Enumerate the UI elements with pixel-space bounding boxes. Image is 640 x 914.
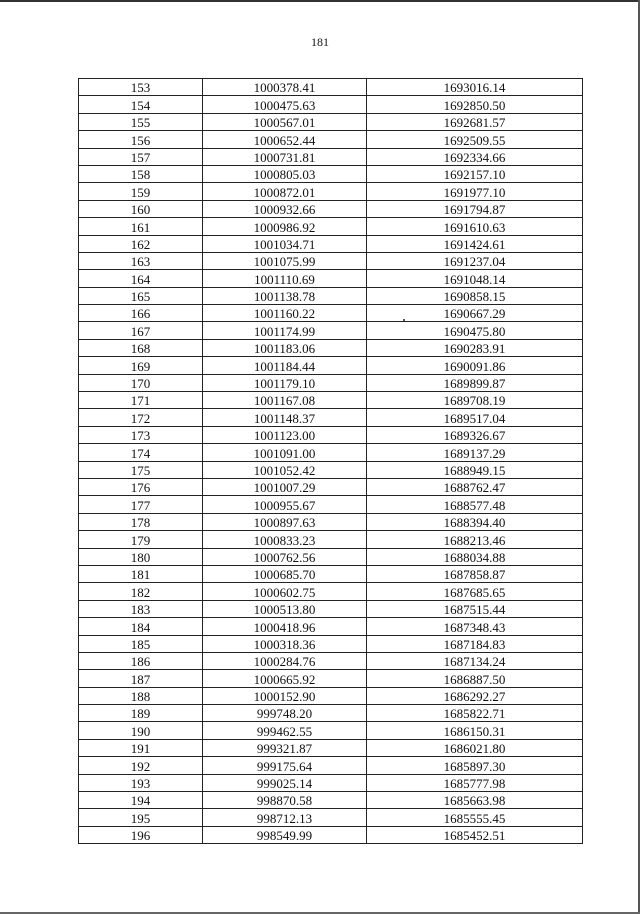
y-coordinate-cell: 1686887.50 xyxy=(367,670,583,687)
x-coordinate-cell: 1000318.36 xyxy=(203,635,367,652)
y-coordinate-cell: 1686150.31 xyxy=(367,722,583,739)
table-row xyxy=(79,774,583,791)
point-number-cell: 177 xyxy=(79,496,203,513)
table-row xyxy=(79,148,583,165)
y-coordinate-cell: 1690475.80 xyxy=(367,322,583,339)
y-coordinate-cell: 1688949.15 xyxy=(367,461,583,478)
point-number-cell: 173 xyxy=(79,426,203,443)
point-number-cell: 188 xyxy=(79,687,203,704)
table-row xyxy=(79,461,583,478)
point-number-cell: 162 xyxy=(79,235,203,252)
table-row xyxy=(79,670,583,687)
page-number: 181 xyxy=(311,35,329,49)
x-coordinate-cell: 1000986.92 xyxy=(203,218,367,235)
point-number-cell: 191 xyxy=(79,739,203,756)
point-number-cell: 156 xyxy=(79,131,203,148)
x-coordinate-cell: 1001184.44 xyxy=(203,357,367,374)
x-coordinate-cell: 1000762.56 xyxy=(203,548,367,565)
point-number-cell: 194 xyxy=(79,792,203,809)
point-number-cell: 196 xyxy=(79,826,203,843)
point-number-cell: 186 xyxy=(79,652,203,669)
point-number-cell: 195 xyxy=(79,809,203,826)
x-coordinate-cell: 999025.14 xyxy=(203,774,367,791)
y-coordinate-cell: 1691794.87 xyxy=(367,200,583,217)
table-row xyxy=(79,392,583,409)
y-coordinate-cell: 1688034.88 xyxy=(367,548,583,565)
x-coordinate-cell: 1000932.66 xyxy=(203,200,367,217)
x-coordinate-cell: 1001174.99 xyxy=(203,322,367,339)
point-number-cell: 169 xyxy=(79,357,203,374)
y-coordinate-cell: 1685663.98 xyxy=(367,792,583,809)
x-coordinate-cell: 1000284.76 xyxy=(203,652,367,669)
x-coordinate-cell: 999321.87 xyxy=(203,739,367,756)
y-coordinate-cell: 1689326.67 xyxy=(367,426,583,443)
table-row xyxy=(79,79,583,96)
y-coordinate-cell: 1691048.14 xyxy=(367,270,583,287)
table-row xyxy=(79,357,583,374)
table-row xyxy=(79,809,583,826)
scan-edge-top xyxy=(0,0,640,2)
point-number-cell: 165 xyxy=(79,287,203,304)
table-row xyxy=(79,739,583,756)
point-number-cell: 166 xyxy=(79,305,203,322)
x-coordinate-cell: 1000418.96 xyxy=(203,618,367,635)
y-coordinate-cell: 1689708.19 xyxy=(367,392,583,409)
point-number-cell: 163 xyxy=(79,252,203,269)
x-coordinate-cell: 1000685.70 xyxy=(203,565,367,582)
x-coordinate-cell: 1001148.37 xyxy=(203,409,367,426)
table-row xyxy=(79,426,583,443)
table-row xyxy=(79,409,583,426)
y-coordinate-cell: 1689517.04 xyxy=(367,409,583,426)
y-coordinate-cell: 1687515.44 xyxy=(367,600,583,617)
point-number-cell: 175 xyxy=(79,461,203,478)
x-coordinate-cell: 1001179.10 xyxy=(203,374,367,391)
y-coordinate-cell: 1685822.71 xyxy=(367,705,583,722)
y-coordinate-cell: 1687348.43 xyxy=(367,618,583,635)
x-coordinate-cell: 999175.64 xyxy=(203,757,367,774)
x-coordinate-cell: 1001110.69 xyxy=(203,270,367,287)
table-row xyxy=(79,548,583,565)
y-coordinate-cell: 1687858.87 xyxy=(367,565,583,582)
table-row xyxy=(79,826,583,843)
x-coordinate-cell: 1000652.44 xyxy=(203,131,367,148)
table-row xyxy=(79,374,583,391)
point-number-cell: 179 xyxy=(79,531,203,548)
table-row xyxy=(79,287,583,304)
y-coordinate-cell: 1691424.61 xyxy=(367,235,583,252)
point-number-cell: 185 xyxy=(79,635,203,652)
point-number-cell: 171 xyxy=(79,392,203,409)
point-number-cell: 174 xyxy=(79,444,203,461)
table-row xyxy=(79,513,583,530)
y-coordinate-cell: 1688762.47 xyxy=(367,478,583,495)
y-coordinate-cell: 1687184.83 xyxy=(367,635,583,652)
y-coordinate-cell: 1685452.51 xyxy=(367,826,583,843)
point-number-cell: 164 xyxy=(79,270,203,287)
table-row xyxy=(79,339,583,356)
table-row xyxy=(79,583,583,600)
x-coordinate-cell: 1001052.42 xyxy=(203,461,367,478)
y-coordinate-cell: 1690091.86 xyxy=(367,357,583,374)
y-coordinate-cell: 1691610.63 xyxy=(367,218,583,235)
x-coordinate-cell: 1000152.90 xyxy=(203,687,367,704)
point-number-cell: 183 xyxy=(79,600,203,617)
x-coordinate-cell: 1001007.29 xyxy=(203,478,367,495)
table-row xyxy=(79,252,583,269)
x-coordinate-cell: 1001034.71 xyxy=(203,235,367,252)
coordinates-table xyxy=(78,78,583,844)
x-coordinate-cell: 998870.58 xyxy=(203,792,367,809)
x-coordinate-cell: 1000378.41 xyxy=(203,79,367,96)
x-coordinate-cell: 998549.99 xyxy=(203,826,367,843)
y-coordinate-cell: 1688394.40 xyxy=(367,513,583,530)
y-coordinate-cell: 1686292.27 xyxy=(367,687,583,704)
table-row xyxy=(79,113,583,130)
point-number-cell: 158 xyxy=(79,165,203,182)
table-row xyxy=(79,218,583,235)
y-coordinate-cell: 1685777.98 xyxy=(367,774,583,791)
table-row xyxy=(79,531,583,548)
point-number-cell: 180 xyxy=(79,548,203,565)
table-row xyxy=(79,635,583,652)
point-number-cell: 193 xyxy=(79,774,203,791)
y-coordinate-cell: 1689137.29 xyxy=(367,444,583,461)
x-coordinate-cell: 999462.55 xyxy=(203,722,367,739)
point-number-cell: 160 xyxy=(79,200,203,217)
y-coordinate-cell: 1688577.48 xyxy=(367,496,583,513)
table-row xyxy=(79,235,583,252)
y-coordinate-cell: 1692850.50 xyxy=(367,96,583,113)
scan-speck xyxy=(403,319,405,321)
x-coordinate-cell: 1000805.03 xyxy=(203,165,367,182)
x-coordinate-cell: 1001138.78 xyxy=(203,287,367,304)
point-number-cell: 168 xyxy=(79,339,203,356)
point-number-cell: 189 xyxy=(79,705,203,722)
y-coordinate-cell: 1685897.30 xyxy=(367,757,583,774)
point-number-cell: 172 xyxy=(79,409,203,426)
y-coordinate-cell: 1691977.10 xyxy=(367,183,583,200)
y-coordinate-cell: 1690667.29 xyxy=(367,305,583,322)
x-coordinate-cell: 1000665.92 xyxy=(203,670,367,687)
y-coordinate-cell: 1687685.65 xyxy=(367,583,583,600)
point-number-cell: 181 xyxy=(79,565,203,582)
x-coordinate-cell: 1000602.75 xyxy=(203,583,367,600)
point-number-cell: 184 xyxy=(79,618,203,635)
table-row xyxy=(79,96,583,113)
table-row xyxy=(79,200,583,217)
x-coordinate-cell: 1000872.01 xyxy=(203,183,367,200)
y-coordinate-cell: 1692509.55 xyxy=(367,131,583,148)
y-coordinate-cell: 1690858.15 xyxy=(367,287,583,304)
table-row xyxy=(79,757,583,774)
table-row xyxy=(79,565,583,582)
table-row xyxy=(79,600,583,617)
x-coordinate-cell: 1000513.80 xyxy=(203,600,367,617)
point-number-cell: 153 xyxy=(79,79,203,96)
y-coordinate-cell: 1692334.66 xyxy=(367,148,583,165)
y-coordinate-cell: 1692157.10 xyxy=(367,165,583,182)
x-coordinate-cell: 1001091.00 xyxy=(203,444,367,461)
x-coordinate-cell: 1001160.22 xyxy=(203,305,367,322)
x-coordinate-cell: 999748.20 xyxy=(203,705,367,722)
x-coordinate-cell: 1001183.06 xyxy=(203,339,367,356)
table-row xyxy=(79,183,583,200)
y-coordinate-cell: 1693016.14 xyxy=(367,79,583,96)
table-row xyxy=(79,444,583,461)
y-coordinate-cell: 1685555.45 xyxy=(367,809,583,826)
point-number-cell: 161 xyxy=(79,218,203,235)
x-coordinate-cell: 998712.13 xyxy=(203,809,367,826)
x-coordinate-cell: 1000955.67 xyxy=(203,496,367,513)
table-row xyxy=(79,305,583,322)
point-number-cell: 187 xyxy=(79,670,203,687)
table-row xyxy=(79,165,583,182)
x-coordinate-cell: 1000833.23 xyxy=(203,531,367,548)
table-row xyxy=(79,478,583,495)
y-coordinate-cell: 1687134.24 xyxy=(367,652,583,669)
table-row xyxy=(79,322,583,339)
table-row xyxy=(79,270,583,287)
coordinates-table-body xyxy=(79,79,583,844)
y-coordinate-cell: 1689899.87 xyxy=(367,374,583,391)
x-coordinate-cell: 1001075.99 xyxy=(203,252,367,269)
point-number-cell: 154 xyxy=(79,96,203,113)
table-row xyxy=(79,618,583,635)
point-number-cell: 190 xyxy=(79,722,203,739)
x-coordinate-cell: 1000897.63 xyxy=(203,513,367,530)
table-row xyxy=(79,722,583,739)
point-number-cell: 157 xyxy=(79,148,203,165)
point-number-cell: 182 xyxy=(79,583,203,600)
point-number-cell: 159 xyxy=(79,183,203,200)
table-row xyxy=(79,687,583,704)
x-coordinate-cell: 1000475.63 xyxy=(203,96,367,113)
y-coordinate-cell: 1692681.57 xyxy=(367,113,583,130)
x-coordinate-cell: 1001167.08 xyxy=(203,392,367,409)
table-row xyxy=(79,131,583,148)
y-coordinate-cell: 1691237.04 xyxy=(367,252,583,269)
x-coordinate-cell: 1000731.81 xyxy=(203,148,367,165)
y-coordinate-cell: 1686021.80 xyxy=(367,739,583,756)
point-number-cell: 170 xyxy=(79,374,203,391)
point-number-cell: 192 xyxy=(79,757,203,774)
point-number-cell: 167 xyxy=(79,322,203,339)
x-coordinate-cell: 1001123.00 xyxy=(203,426,367,443)
table-row xyxy=(79,652,583,669)
y-coordinate-cell: 1688213.46 xyxy=(367,531,583,548)
table-row xyxy=(79,496,583,513)
point-number-cell: 178 xyxy=(79,513,203,530)
x-coordinate-cell: 1000567.01 xyxy=(203,113,367,130)
table-row xyxy=(79,705,583,722)
table-row xyxy=(79,792,583,809)
point-number-cell: 176 xyxy=(79,478,203,495)
point-number-cell: 155 xyxy=(79,113,203,130)
y-coordinate-cell: 1690283.91 xyxy=(367,339,583,356)
